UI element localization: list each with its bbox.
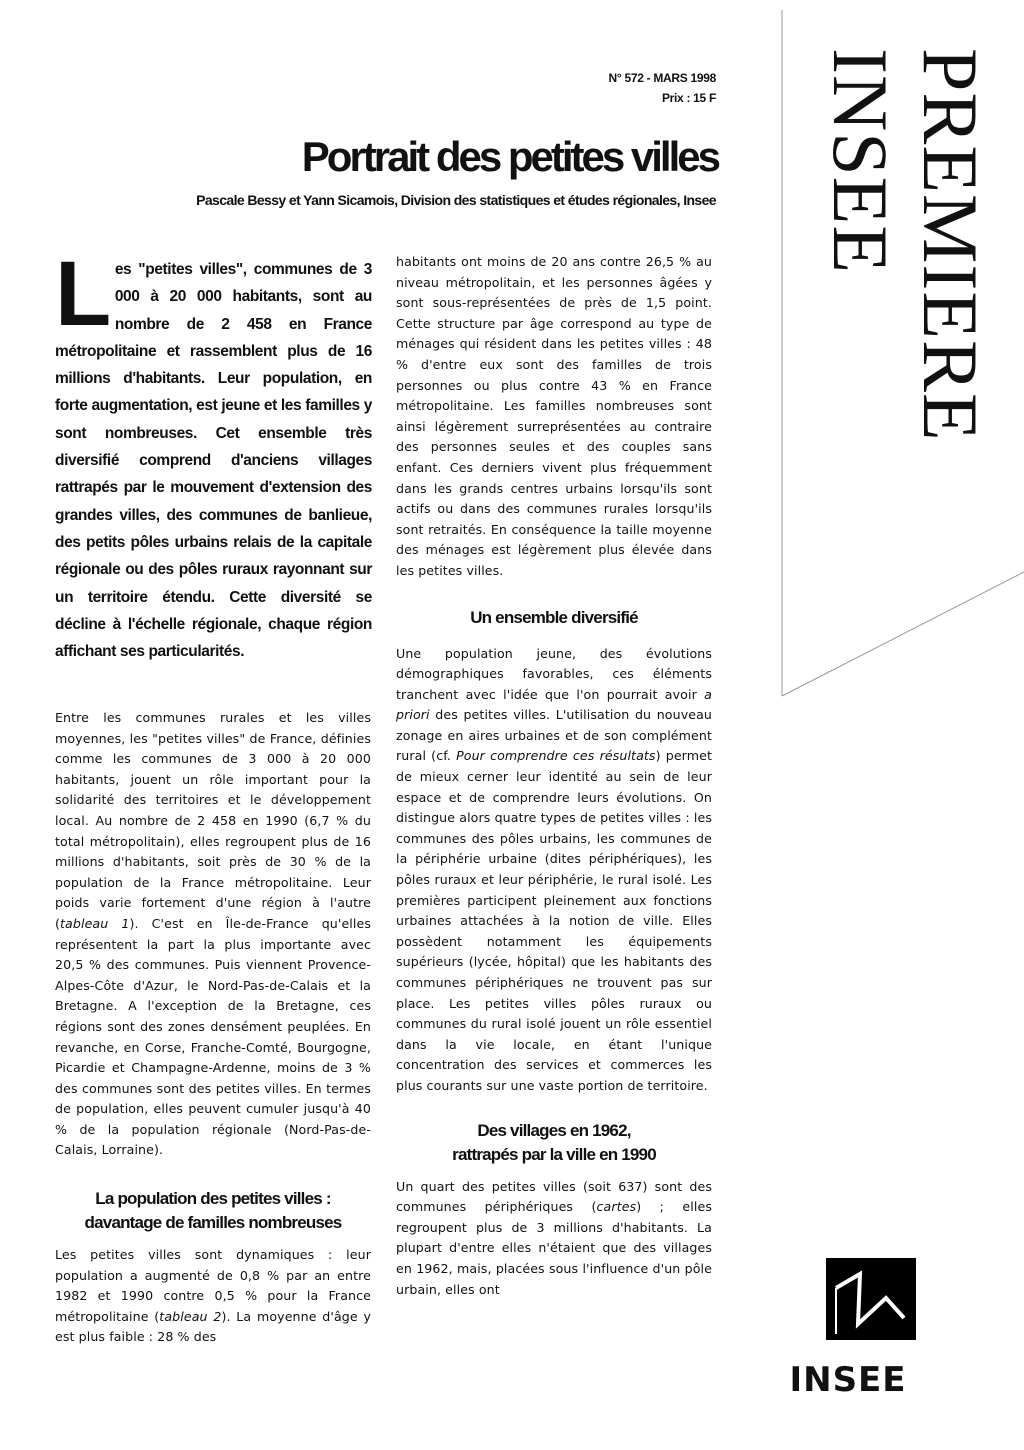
text-run: Entre les communes rurales et les villes moyennes, les "petites villes" de France, définies comme les communes de 3 000 à 20 000 habitants, jouent un rôle important pour la solidarité des territoires et le développement local. Au nombre de 2 458 en 1990 (6,7 % du total métropolitain), elles regroupent plus de 16 millions d'habitants, soit près de 30 % de la population de la France métropolitaine. Leur poids varie fortement d'une région à l'autre ( <box>55 710 371 931</box>
issue-number: N° 572 - MARS 1998 <box>608 71 716 85</box>
text-run: Un quart des petites villes (soit 637) sont des communes périphériques ( <box>396 1178 712 1215</box>
section-heading-villages <box>396 1119 712 1167</box>
page-title: Portrait des petites villes <box>301 133 718 180</box>
text-run: Une population jeune, des évolutions démographiques favorables, ces éléments tranchent avec l'idée que l'on pourrait avoir <box>396 645 712 702</box>
price: Prix : 15 F <box>661 91 716 105</box>
lead-body: es "petites villes", communes de 3 000 à 20 000 habitants, sont au nombre de 2 458 en France métropolitaine et rassemblent plus de 16 millions d'habitants. Leur population, en forte augmentation, est jeune et les familles y sont nombreuses. Cet ensemble très diversifié comprend d'anciens villages rattrapés par le mouvement d'extension des grandes villes, des communes de banlieue, des petits pôles urbains relais de la capitale régionale ou des pôles ruraux rayonnant sur un territoire étendu. Cette diversité se décline à l'échelle régionale, chaque région affichant ses particularités. <box>55 261 372 661</box>
map-reference: cartes <box>596 1199 637 1215</box>
col1-paragraph-1 <box>55 708 371 1161</box>
text-run: ) ; elles regroupent plus de 3 millions d'habitants. La plupart d'entre elles n'étaient que des villages en 1962, mais, placées sous l'influence d'un pôle urbain, elles ont <box>396 1199 712 1297</box>
column-2 <box>396 252 712 1300</box>
lead-text <box>55 243 372 665</box>
section-heading-diversity: Un ensemble diversifié <box>470 607 638 627</box>
col2-paragraph-1: habitants ont moins de 20 ans contre 26,5 % au niveau métropolitain, et les personnes âgées y sont sous-représentées de près de 1,5 point. Cette structure par âge correspond au type de ménages qui résident dans les petites villes : 48 % d'entre eux sont des familles de trois personnes ou plus contre 43 % en France métropolitaine. Les familles nombreuses sont ainsi légèrement surreprésentées au contraire des personnes seules et des couples sans enfant. Ces derniers vivent plus fréquemment dans les grands centres urbains lorsqu'ils sont actifs ou dans des communes rurales lorsqu'ils sont retraités. En conséquence la taille moyenne des ménages est légèrement plus élevée dans les petites villes. <box>396 254 712 578</box>
col1-paragraph-2 <box>55 1245 371 1348</box>
brand-title-premiere: PREMIERE <box>907 48 994 442</box>
logo-graph-icon <box>826 1258 916 1340</box>
table-reference: tableau 2 <box>159 1308 222 1324</box>
box-reference: Pour comprendre ces résultats <box>456 748 656 764</box>
lead-paragraph <box>55 243 372 665</box>
heading-line: Des villages en 1962, <box>477 1120 631 1140</box>
italic-phrase: a priori <box>396 686 712 723</box>
col2-paragraph-3 <box>396 1177 712 1301</box>
heading-line: rattrapés par la ville en 1990 <box>452 1144 656 1164</box>
section-heading-population <box>55 1187 371 1235</box>
heading-line: davantage de familles nombreuses <box>84 1213 342 1233</box>
column-1 <box>55 708 371 1348</box>
text-run: des petites villes. L'utilisation du nouveau zonage en aires urbaines et de son complément rural (cf. <box>396 707 712 764</box>
text-run: ). C'est en Île-de-France qu'elles représentent la part la plus importante avec 20,5 % des communes. Puis viennent Provence-Alpes-Côte d'Azur, le Nord-Pas-de-Calais et la Bretagne. A l'exception de la Bretagne, ces régions sont des zones densément peuplées. En revanche, en Corse, Franche-Comté, Bourgogne, Picardie et Champagne-Ardenne, moins de 3 % des communes sont des petites villes. En termes de population, elles peuvent cumuler jusqu'à 40 % de la population régionale (Nord-Pas-de-Calais, Lorraine). <box>55 915 371 1158</box>
col2-paragraph-2 <box>396 644 712 1097</box>
insee-logo-text: INSEE <box>789 1360 907 1400</box>
text-run: Les petites villes sont dynamiques : leur population a augmenté de 0,8 % par an entre 1982 et 1990 contre 0,5 % pour la France métropolitaine ( <box>55 1247 371 1324</box>
insee-logo-mark <box>826 1258 916 1340</box>
brand-title-insee: INSEE <box>817 48 904 274</box>
drop-cap: L <box>55 243 111 345</box>
issue-header <box>440 68 716 108</box>
heading-line: La population des petites villes : <box>95 1189 331 1209</box>
table-reference: tableau 1 <box>60 915 130 931</box>
text-run: ). La moyenne d'âge y est plus faible : 28 % des <box>55 1308 371 1345</box>
authors-line: Pascale Bessy et Yann Sicamois, Division des statistiques et études régionales, Insee <box>196 192 716 208</box>
text-run: ) permet de mieux cerner leur identité au sein de leur espace et de comprendre leurs évolutions. On distingue alors quatre types de petites villes : les communes des pôles urbains, les communes de la périphérie urbaine (dites périphériques), les pôles ruraux et leur périphérie, le rural isolé. Les premières participent pleinement aux fonctions urbaines attachées à la notion de ville. Elles possèdent notamment les équipements supérieurs (lycée, hôpital) que les habitants des communes périphériques ne trouvent pas sur place. Les petites villes pôles ruraux ou communes du rural isolé jouent un rôle essentiel dans la vie locale, en étant l'unique concentration des services et commerces les plus courants sur une vaste portion de territoire. <box>396 748 712 1093</box>
